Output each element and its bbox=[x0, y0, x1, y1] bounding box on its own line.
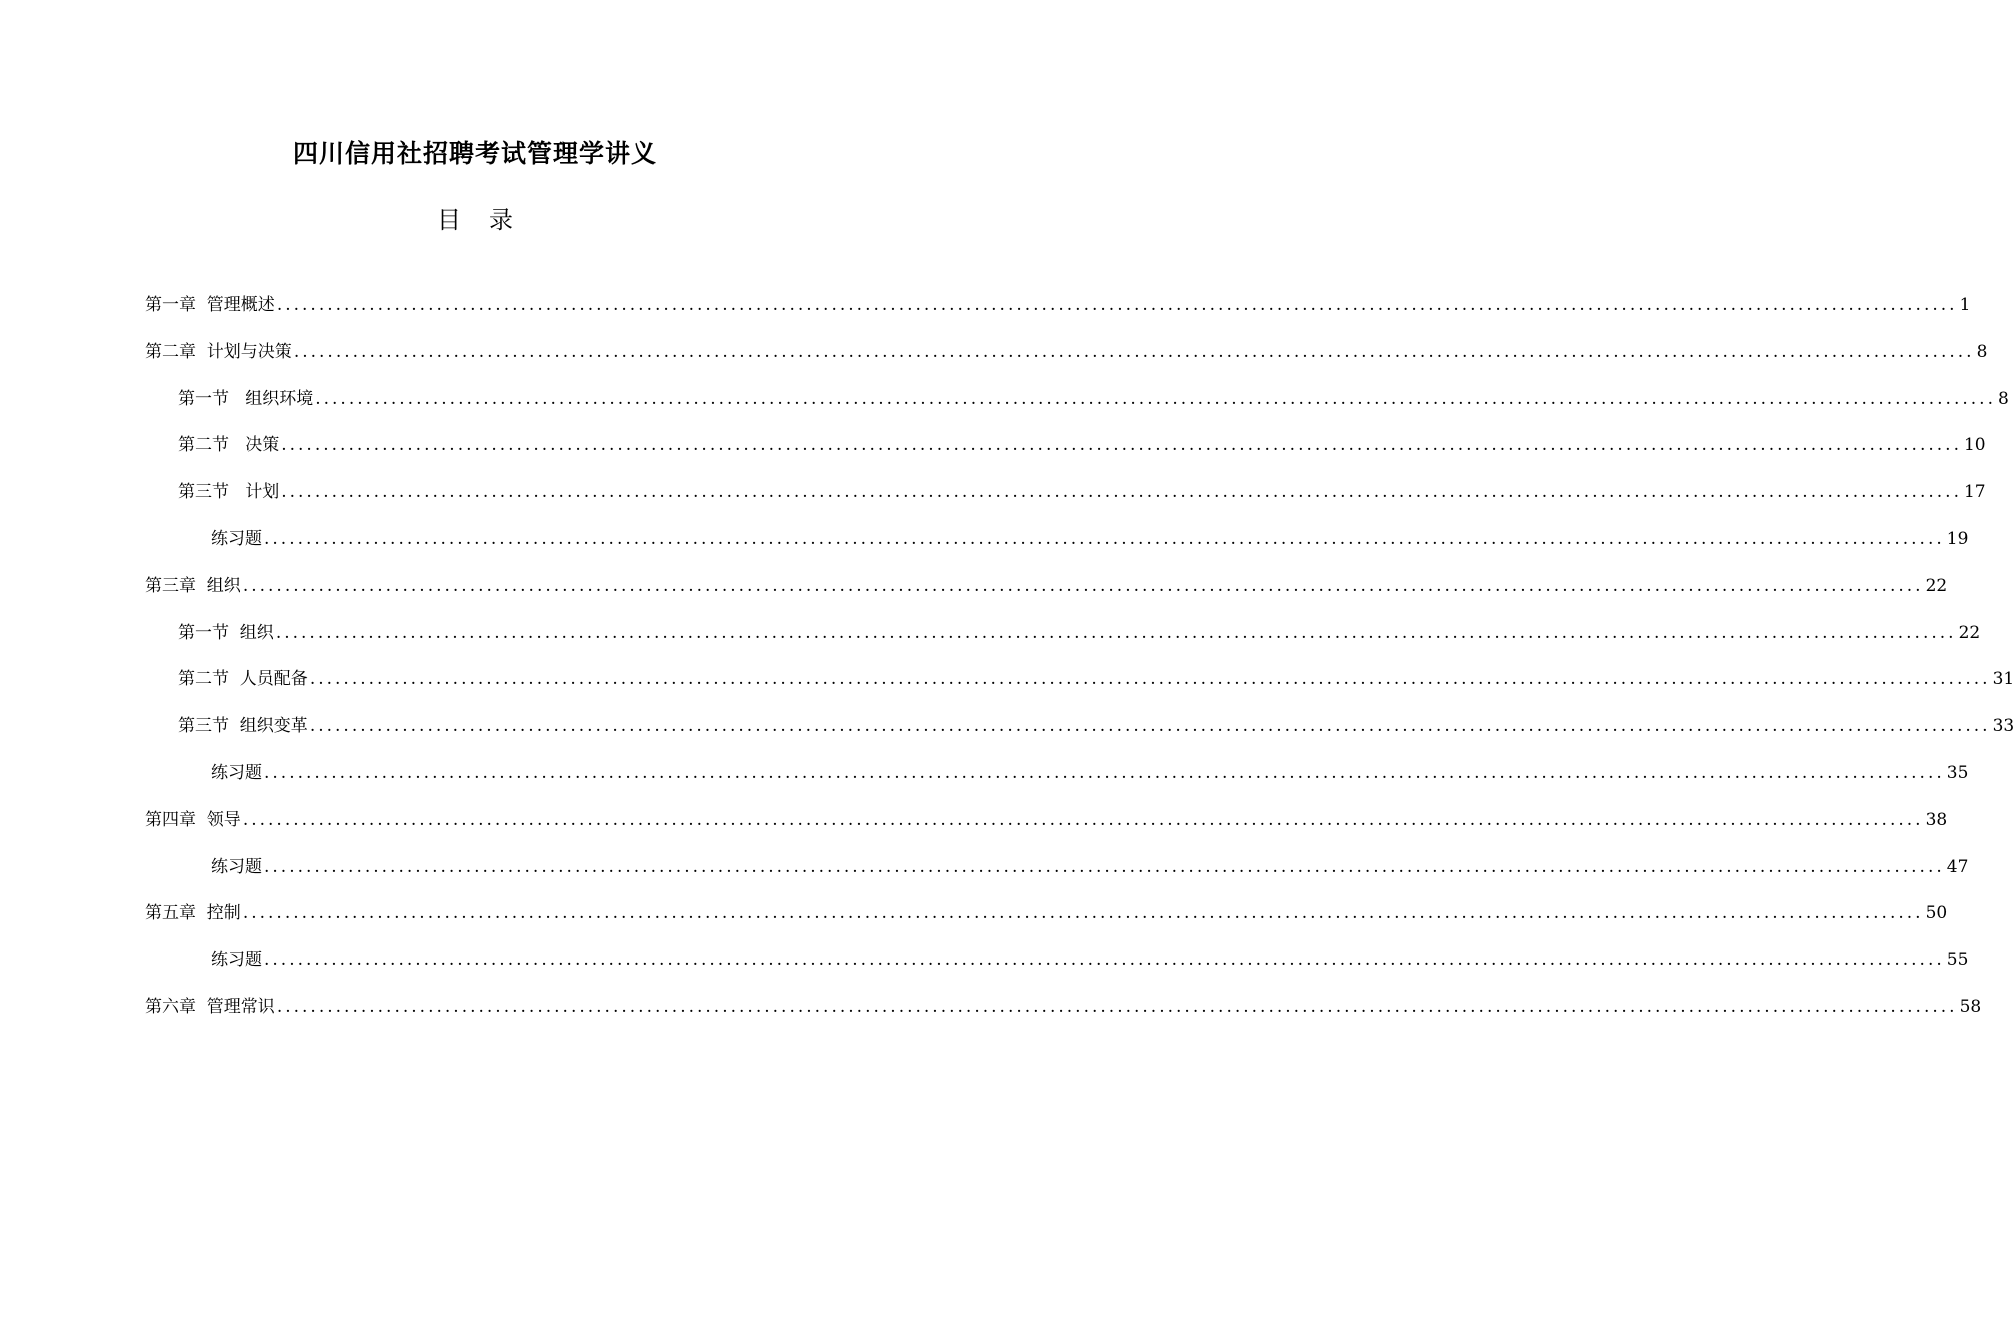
toc-page-number: 38 bbox=[1925, 810, 1948, 830]
toc-entry[interactable] bbox=[178, 432, 1986, 458]
toc-entry[interactable] bbox=[211, 947, 1969, 973]
toc-entry[interactable] bbox=[145, 292, 1971, 318]
toc-page-number: 19 bbox=[1946, 529, 1969, 549]
toc-dot-leader: ........................................................................................................................................................................................................ bbox=[293, 342, 1975, 362]
toc-dot-leader: ........................................................................................................................................................................................................ bbox=[309, 716, 1991, 736]
toc-dot-leader: ........................................................................................................................................................................................................ bbox=[264, 857, 1945, 877]
toc-page-number: 8 bbox=[1976, 342, 1988, 362]
toc-dot-leader: ........................................................................................................................................................................................................ bbox=[309, 669, 1991, 689]
toc-page-number: 33 bbox=[1992, 716, 2014, 736]
toc-dot-leader: ........................................................................................................................................................................................................ bbox=[242, 576, 1924, 596]
toc-dot-leader: ........................................................................................................................................................................................................ bbox=[264, 529, 1945, 549]
toc-dot-leader: ........................................................................................................................................................................................................ bbox=[275, 623, 1957, 643]
toc-entry-label: 第二章 计划与决策 bbox=[145, 342, 292, 362]
toc-entry-label: 第三节 组织变革 bbox=[178, 716, 308, 736]
toc-entry-label: 第一章 管理概述 bbox=[145, 295, 275, 315]
toc-entry-label: 练习题 bbox=[211, 529, 262, 549]
toc-page-number: 55 bbox=[1946, 950, 1969, 970]
toc-entry[interactable] bbox=[145, 339, 1988, 365]
toc-entry[interactable] bbox=[145, 994, 1982, 1020]
toc-entry-label: 练习题 bbox=[211, 950, 262, 970]
toc-page-number: 35 bbox=[1946, 763, 1969, 783]
toc-page-number: 8 bbox=[1997, 389, 2009, 409]
toc-page-number: 50 bbox=[1925, 903, 1948, 923]
toc-page-number: 10 bbox=[1963, 435, 1986, 455]
toc-entry[interactable] bbox=[145, 900, 1948, 926]
toc-entry-label: 第二节 人员配备 bbox=[178, 669, 308, 689]
toc-dot-leader: ........................................................................................................................................................................................................ bbox=[264, 763, 1945, 783]
toc-dot-leader: ........................................................................................................................................................................................................ bbox=[315, 389, 1996, 409]
toc-page-number: 22 bbox=[1925, 576, 1948, 596]
toc-entry[interactable] bbox=[211, 854, 1969, 880]
toc-dot-leader: ........................................................................................................................................................................................................ bbox=[264, 950, 1945, 970]
toc-entry[interactable] bbox=[178, 713, 2014, 739]
toc-entry-label: 练习题 bbox=[211, 763, 262, 783]
toc-entry[interactable] bbox=[178, 479, 1986, 505]
toc-entry[interactable] bbox=[145, 573, 1948, 599]
toc-page-number: 47 bbox=[1946, 857, 1969, 877]
toc-entry-label: 第五章 控制 bbox=[145, 903, 241, 923]
toc-dot-leader: ........................................................................................................................................................................................................ bbox=[276, 997, 1958, 1017]
toc-entry-label: 第四章 领导 bbox=[145, 810, 241, 830]
toc-heading: 目录 bbox=[437, 206, 541, 234]
toc-dot-leader: ........................................................................................................................................................................................................ bbox=[281, 435, 1962, 455]
toc-page-number: 31 bbox=[1992, 669, 2014, 689]
toc-page-number: 58 bbox=[1959, 997, 1982, 1017]
toc-entry[interactable] bbox=[145, 807, 1948, 833]
toc-entry[interactable] bbox=[211, 760, 1969, 786]
toc-entry[interactable] bbox=[178, 386, 2009, 412]
toc-dot-leader: ........................................................................................................................................................................................................ bbox=[281, 482, 1962, 502]
toc-dot-leader: ........................................................................................................................................................................................................ bbox=[242, 903, 1924, 923]
toc-entry-label: 练习题 bbox=[211, 857, 262, 877]
toc-entry-label: 第三章 组织 bbox=[145, 576, 241, 596]
toc-entry-label: 第六章 管理常识 bbox=[145, 997, 275, 1017]
toc-dot-leader: ........................................................................................................................................................................................................ bbox=[276, 295, 1958, 315]
toc-entry[interactable] bbox=[178, 620, 1981, 646]
toc-entry-label: 第三节 计划 bbox=[178, 482, 280, 502]
toc-entry[interactable] bbox=[211, 526, 1969, 552]
document-title: 四川信用社招聘考试管理学讲义 bbox=[292, 139, 657, 168]
toc-entry-label: 第一节 组织环境 bbox=[178, 389, 314, 409]
toc-dot-leader: ........................................................................................................................................................................................................ bbox=[242, 810, 1924, 830]
toc-entry-label: 第一节 组织 bbox=[178, 623, 274, 643]
toc-entry[interactable] bbox=[178, 666, 2014, 692]
toc-entry-label: 第二节 决策 bbox=[178, 435, 280, 455]
toc-page-number: 17 bbox=[1963, 482, 1986, 502]
toc-page-number: 1 bbox=[1959, 295, 1971, 315]
toc-page-number: 22 bbox=[1958, 623, 1981, 643]
